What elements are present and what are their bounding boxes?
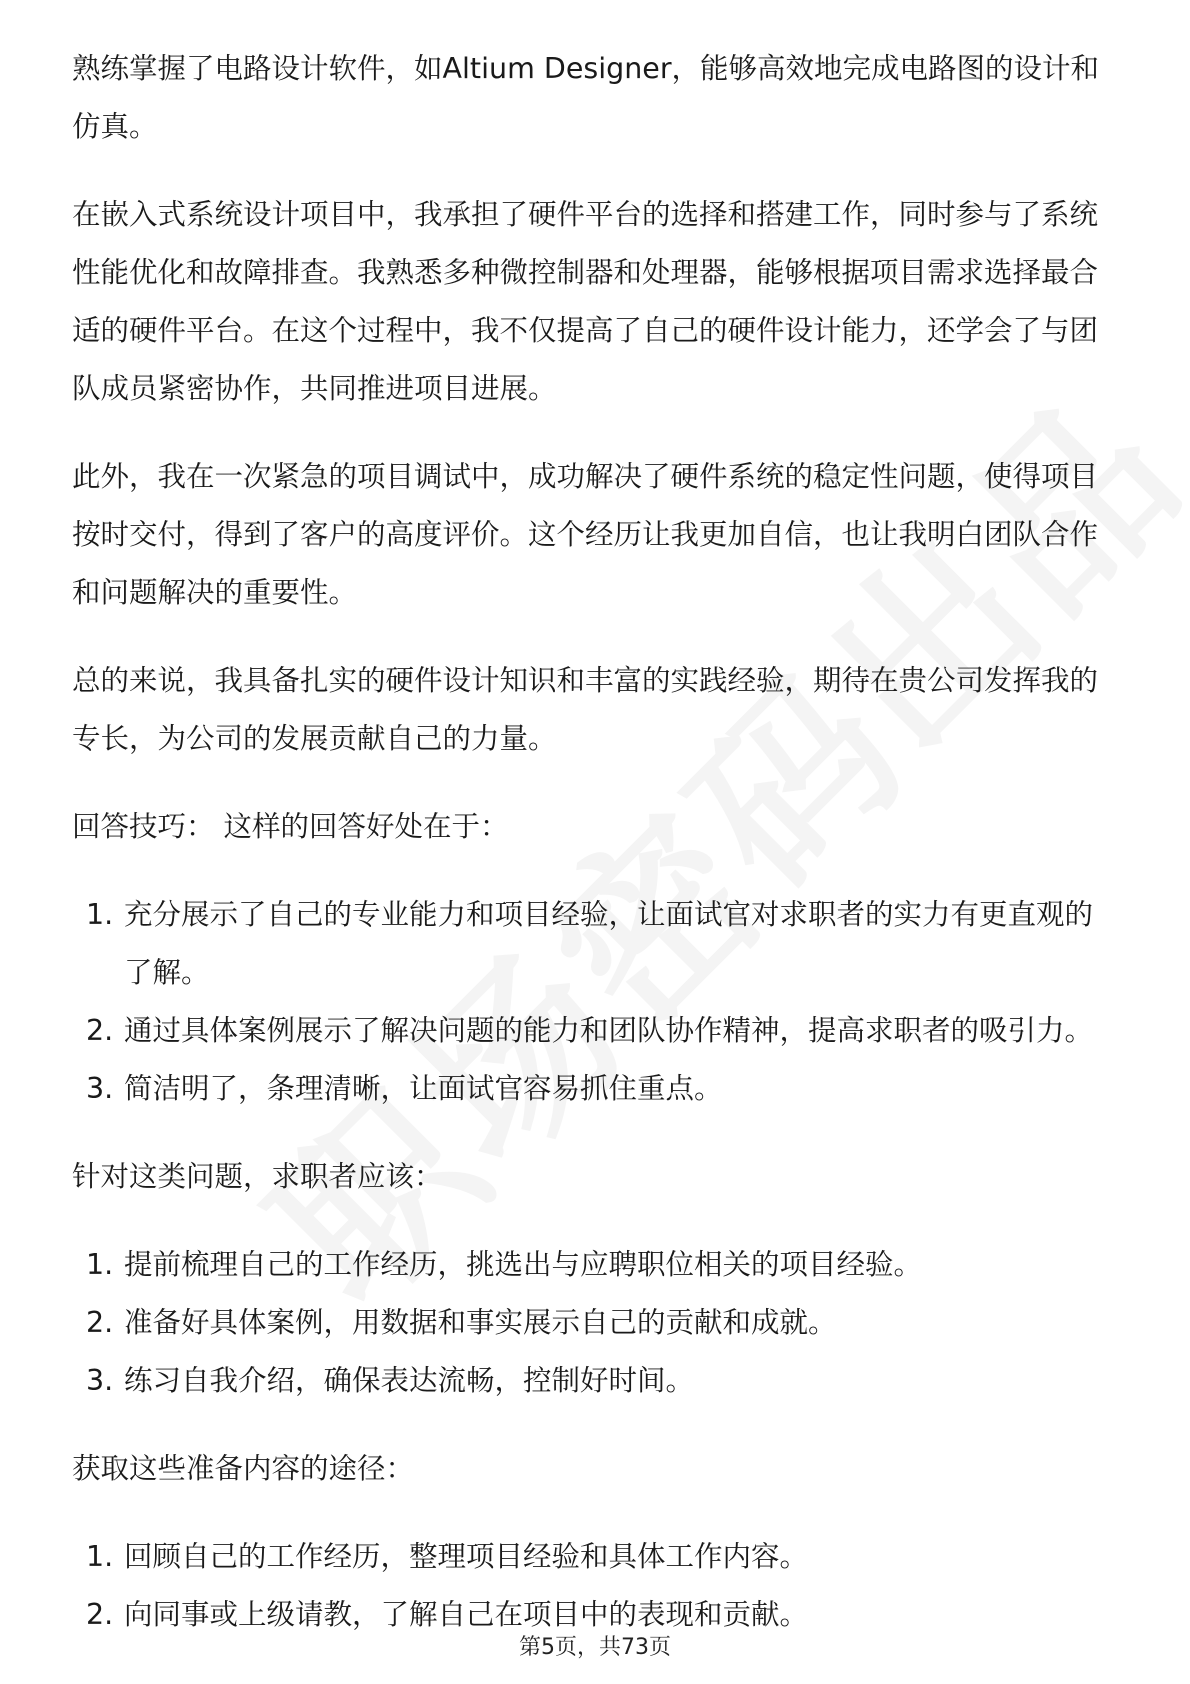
paragraph-software-skills: 熟练掌握了电路设计软件，如Altium Designer，能够高效地完成电路图的设计和仿真。 [72,52,1100,143]
list-number: 1. [86,1540,114,1573]
list-item [72,1002,1118,1060]
list-number: 2. [86,1598,114,1631]
ways-list [72,1528,1118,1644]
list-number: 1. [86,1248,114,1281]
paragraph-embedded-project: 在嵌入式系统设计项目中，我承担了硬件平台的选择和搭建工作，同时参与了系统性能优化和故障排查。我熟悉多种微控制器和处理器，能够根据项目需求选择最合适的硬件平台。在这个过程中，我不仅提高了自己的硬件设计能力，还学会了与团队成员紧密协作，共同推进项目进展。 [72,198,1099,405]
list-text: 准备好具体案例，用数据和事实展示自己的贡献和成就。 [124,1306,837,1339]
should-list [72,1236,1118,1410]
list-number: 2. [86,1306,114,1339]
tips-list [72,886,1118,1118]
list-item [72,1528,1118,1586]
list-text: 提前梳理自己的工作经历，挑选出与应聘职位相关的项目经验。 [124,1248,923,1281]
should-label: 针对这类问题，求职者应该： [72,1160,443,1193]
list-item [72,1060,1118,1118]
list-text: 练习自我介绍，确保表达流畅，控制好时间。 [124,1364,695,1397]
list-text: 向同事或上级请教，了解自己在项目中的表现和贡献。 [124,1598,809,1631]
list-text: 充分展示了自己的专业能力和项目经验，让面试官对求职者的实力有更直观的了解。 [124,898,1094,989]
list-text: 回顾自己的工作经历，整理项目经验和具体工作内容。 [124,1540,809,1573]
list-number: 1. [86,898,114,931]
paragraph-debugging-experience: 此外，我在一次紧急的项目调试中，成功解决了硬件系统的稳定性问题，使得项目按时交付，得到了客户的高度评价。这个经历让我更加自信，也让我明白团队合作和问题解决的重要性。 [72,460,1099,609]
ways-label: 获取这些准备内容的途径： [72,1452,415,1485]
list-number: 3. [86,1364,114,1397]
tips-label: 回答技巧： 这样的回答好处在于： [72,810,509,843]
paragraph-summary: 总的来说，我具备扎实的硬件设计知识和丰富的实践经验，期待在贵公司发挥我的专长，为公司的发展贡献自己的力量。 [72,664,1099,755]
list-number: 3. [86,1072,114,1105]
list-item [72,886,1118,1002]
list-item [72,1294,1118,1352]
list-number: 2. [86,1014,114,1047]
list-text: 通过具体案例展示了解决问题的能力和团队协作精神，提高求职者的吸引力。 [124,1014,1094,1047]
list-item [72,1236,1118,1294]
page-footer: 第5页，共73页 [519,1635,671,1660]
list-item [72,1352,1118,1410]
document-body [72,40,1118,1674]
list-text: 简洁明了，条理清晰，让面试官容易抓住重点。 [124,1072,723,1105]
